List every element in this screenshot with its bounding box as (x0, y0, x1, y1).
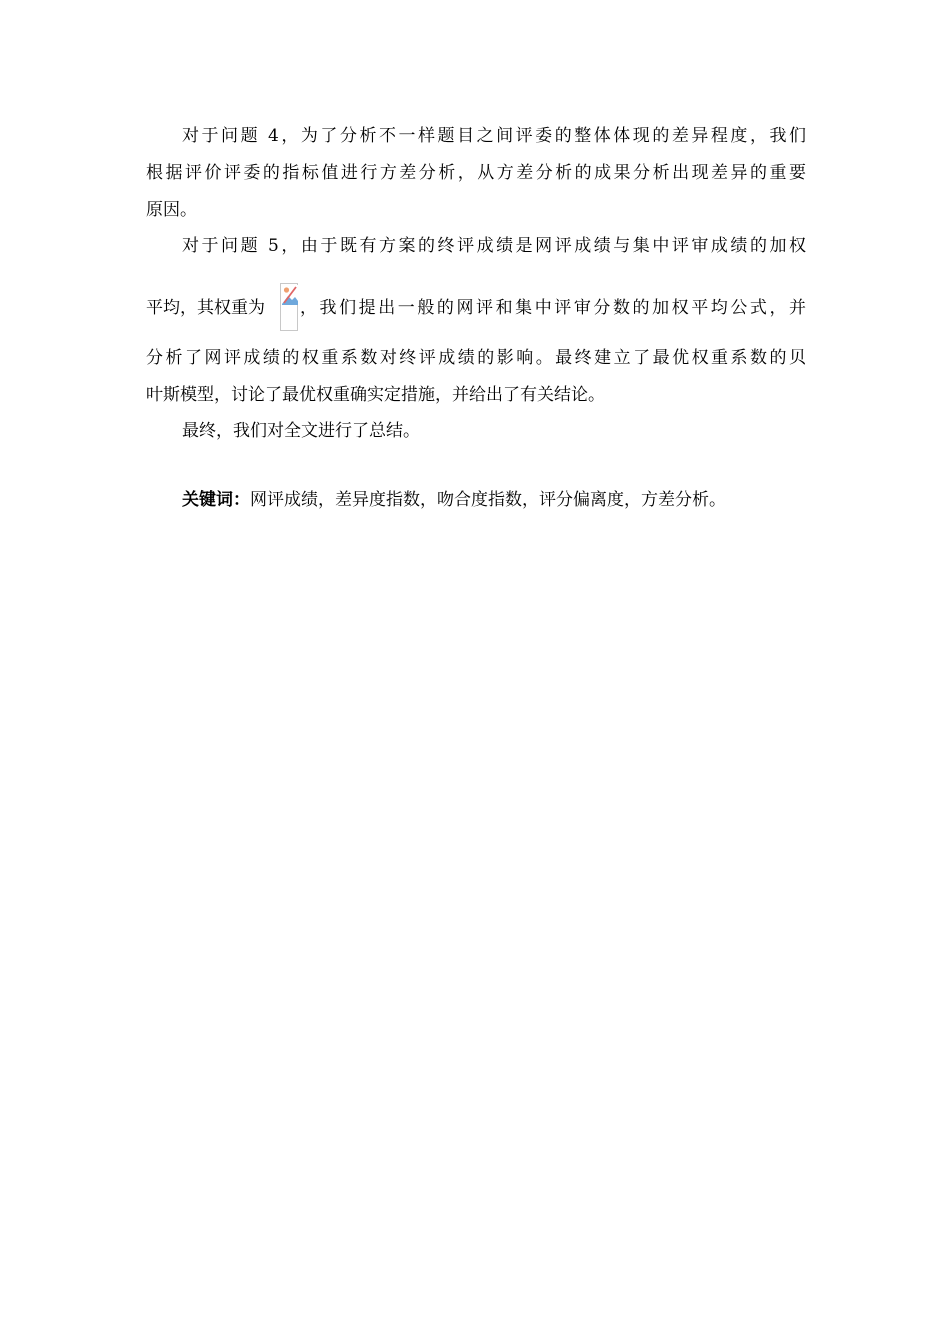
paragraph-4-line-3: 原因。 (146, 200, 197, 220)
keywords-label: 关键词： (182, 490, 250, 510)
paragraph-5-line-4: 叶斯模型，讨论了最优权重确实定措施，并给出了有关结论。 (146, 385, 605, 405)
paragraph-5-line-3: 分析了网评成绩的权重系数对终评成绩的影响。最终建立了最优权重系数的贝 (146, 348, 806, 368)
paragraph-4-line-2: 根据评价评委的指标值进行方差分析，从方差分析的成果分析出现差异的重要 (146, 163, 806, 183)
broken-image-icon (280, 283, 298, 331)
summary-line: 最终，我们对全文进行了总结。 (182, 421, 420, 441)
keywords-text: 网评成绩，差异度指数，吻合度指数，评分偏离度，方差分析。 (250, 490, 726, 510)
paragraph-4-line-1: 对于问题 4，为了分析不一样题目之间评委的整体体现的差异程度，我们 (182, 126, 806, 146)
paragraph-5-line-2-end: ，我们提出一般的网评和集中评审分数的加权平均公式，并 (300, 298, 806, 318)
paragraph-5-line-2-start: 平均，其权重为 (146, 298, 265, 318)
paragraph-5-line-1: 对于问题 5，由于既有方案的终评成绩是网评成绩与集中评审成绩的加权 (182, 236, 806, 256)
keywords-line (182, 490, 726, 510)
